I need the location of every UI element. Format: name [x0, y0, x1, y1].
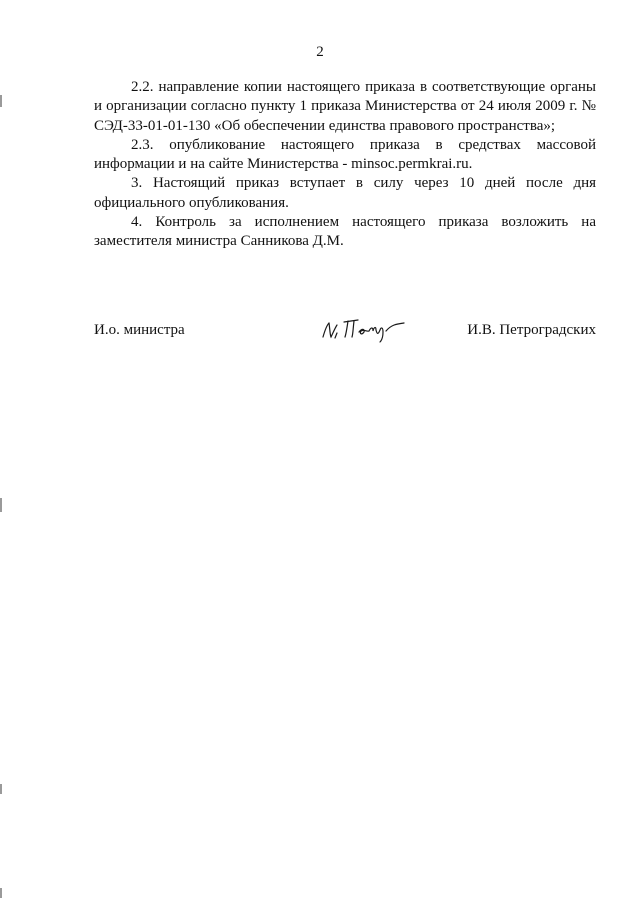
scan-edge-mark	[0, 784, 2, 794]
scan-edge-mark	[0, 95, 2, 107]
signer-name: И.В. Петроградских	[467, 322, 596, 338]
scan-edge-mark	[0, 888, 2, 898]
paragraph-3: 3. Настоящий приказ вступает в силу через 10 дней после дня официального опубликования.	[94, 175, 596, 211]
scan-edge-mark	[0, 498, 2, 512]
paragraph-4: 4. Контроль за исполнением настоящего приказа возложить на заместителя министра Санникова Д.М.	[94, 214, 596, 250]
paragraph-2-3: 2.3. опубликование настоящего приказа в средствах массовой информации и на сайте Министерства - minsoc.permkrai.ru.	[94, 136, 596, 173]
document-body	[94, 78, 596, 252]
page-number: 2	[316, 44, 324, 60]
signer-position: И.о. министра	[94, 322, 185, 338]
paragraph-2-2: 2.2. направление копии настоящего приказа в соответствующие органы и организации согласно пункту 1 приказа Министерства от 24 июля 2009 г. № СЭД-33-01-01-130 «Об обеспечении единства правового пространства»;	[94, 79, 596, 134]
handwritten-signature	[320, 310, 406, 344]
signature-block	[94, 320, 596, 350]
